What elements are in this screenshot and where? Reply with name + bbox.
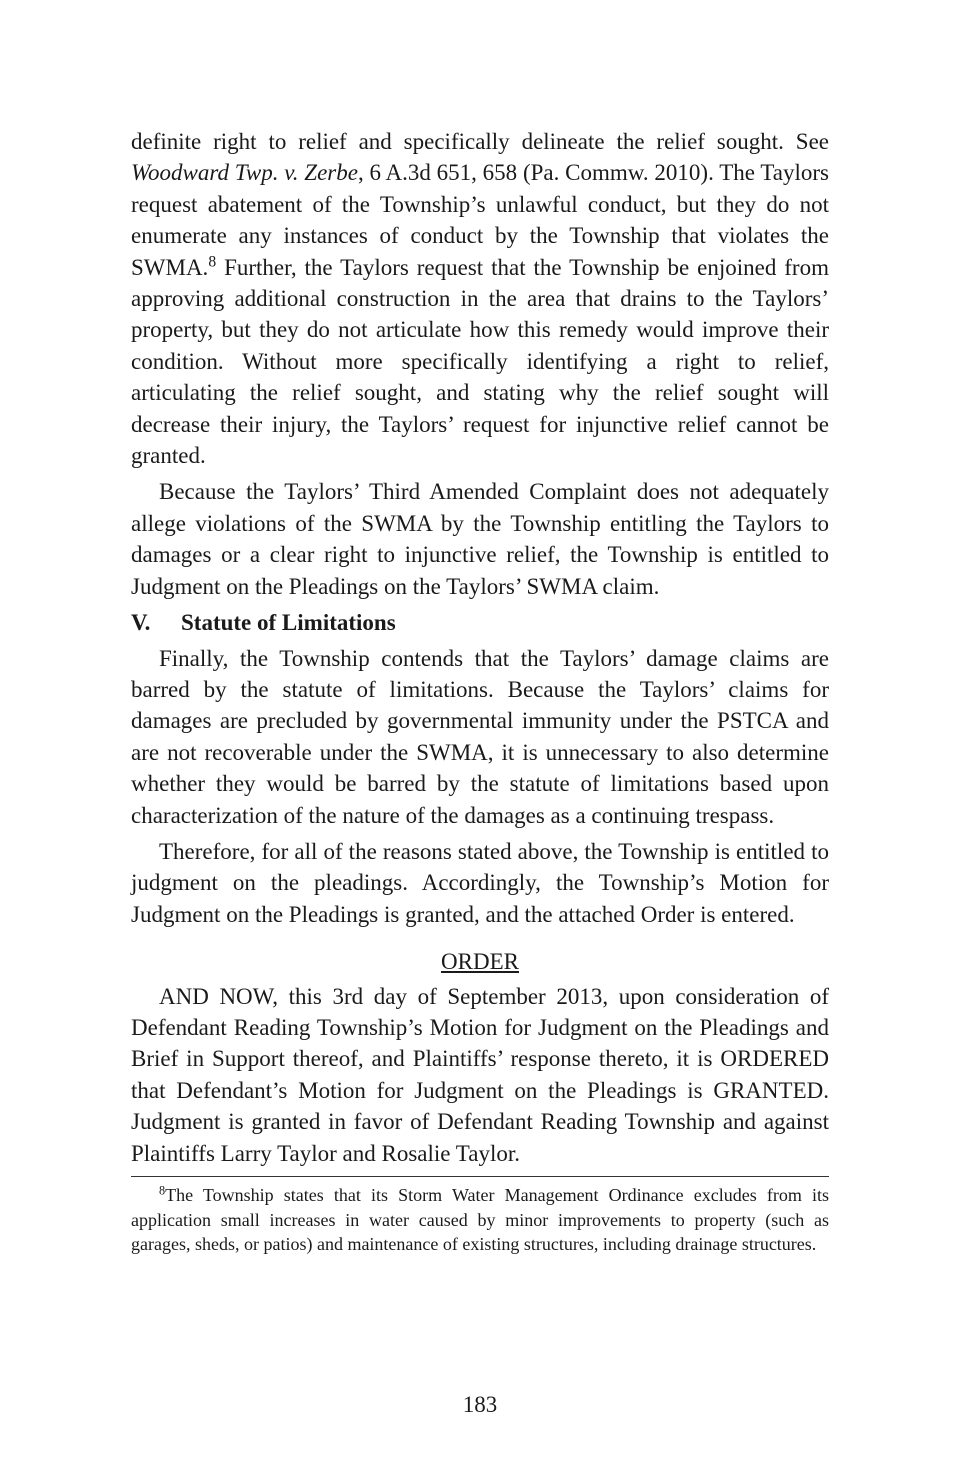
- order-title: ORDER: [441, 949, 519, 975]
- footnote: [131, 1183, 829, 1257]
- section-heading: [131, 607, 829, 638]
- case-citation: Woodward Twp. v. Zerbe: [131, 160, 358, 186]
- section-title: Statute of Limitations: [181, 610, 396, 636]
- footnote-divider: [131, 1176, 829, 1177]
- footnote-marker: 8: [159, 1183, 166, 1198]
- footnote-text: The Township states that its Storm Water Management Ordinance excludes from its application small increases in water caused by minor improvements to property (such as garages, sheds, or patios) and maintenance of existing structures, including drainage structures.: [131, 1185, 829, 1255]
- document-page: [131, 126, 829, 1257]
- paragraph-relief-sought: definite right to relief and specifically delineate the relief sought. See Woodward Twp. v. Zerbe, 6 A.3d 651, 658 (Pa. Commw. 2010). The Taylors request abatement of the Township’s unlawful conduct, but they do not enumerate any instances of conduct by the Township that violates the SWMA.$^8$ Further, the Taylors request that the Township be enjoined from approving additional construction in the area that drains to the Taylors’ property, but they do not articulate how this remedy would improve their condition. Without more specifically identifying a right to relief, articulating the relief sought, and stating why the relief sought will decrease their injury, the Taylors’ request for injunctive relief cannot be granted.: [131, 129, 829, 469]
- section-number: V.: [131, 610, 151, 636]
- order-text: AND NOW, this 3rd day of September 2013, upon consideration of Defendant Reading Township’s Motion for Judgment on the Pleadings and Brief in Support thereof, and Plaintiffs’ response thereto, it is ORDERED that Defendant’s Motion for Judgment on the Pleadings is GRANTED. Judgment is granted in favor of Defendant Reading Township and against Plaintiffs Larry Taylor and Rosalie Taylor.: [131, 983, 829, 1166]
- footnote-reference[interactable]: 8: [208, 253, 217, 271]
- page-number: 183: [462, 1392, 498, 1417]
- paragraph-conclusion: Therefore, for all of the reasons stated above, the Township is entitled to judgment on the pleadings. Accordingly, the Township’s Motion for Judgment on the Pleadings is granted, and the attached Order is entered.: [131, 838, 829, 927]
- paragraph-statute-of-limitations: Finally, the Township contends that the Taylors’ damage claims are barred by the statute of limitations. Because the Taylors’ claims for damages are precluded by governmental immunity under the PSTCA and are not recoverable under the SWMA, it is unnecessary to also determine whether they would be barred by the statute of limitations based upon characterization of the nature of the damages as a continuing trespass.: [131, 645, 829, 828]
- paragraph-swma-conclusion: Because the Taylors’ Third Amended Complaint does not adequately allege violations of the SWMA by the Township entitling the Taylors to damages or a clear right to injunctive relief, the Township is entitled to Judgment on the Pleadings on the Taylors’ SWMA claim.: [131, 479, 829, 599]
